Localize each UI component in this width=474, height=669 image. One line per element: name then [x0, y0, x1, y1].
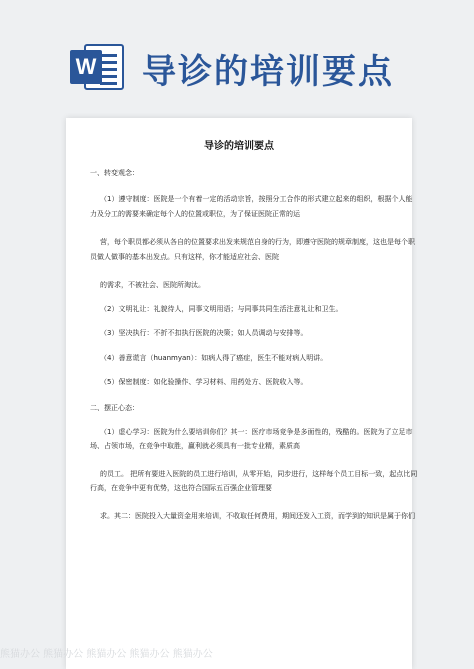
- paragraph-line: 力及分工的需要来确定每个人的位置或职位，为了保证医院正常的运: [90, 210, 300, 218]
- paragraph-line: （5）保密制度：如化验操作、学习材料、用药处方、医院收入等。: [100, 378, 308, 386]
- paragraph-line: （1）虚心学习：医院为什么要培训你们？其一：医疗市场竞争是多面性的，残酷的。医院为了立足市: [100, 428, 413, 436]
- paragraph-line: 营，每个职员都必须从各自的位置要求出发来规范自身的行为，即遵守医院的规章制度，这也是每个职: [100, 238, 415, 246]
- microsoft-word-icon: [70, 42, 128, 92]
- paragraph-line: 的员工。 把所有要进入医院的员工进行培训，从零开始，同步进行，这样每个员工目标一致，起点比同: [100, 470, 418, 478]
- section-heading-1: 一、转变观念：: [90, 169, 139, 177]
- paragraph-line: （4）善意谎言（huanmyan）：如病人得了癌症，医生不能对病人明讲。: [100, 354, 328, 362]
- paragraph-line: （1）遵守制度：医院是一个有着一定的活动宗旨，按照分工合作的形式建立起来的组织，根据个人能: [100, 195, 413, 203]
- paragraph-line: 员做人做事的基本出发点。只有这样，你才能适应社会、医院: [90, 253, 279, 261]
- word-badge: W: [70, 50, 102, 84]
- section-heading-2: 二、摆正心态：: [90, 404, 139, 412]
- page-title: 导诊的培训要点: [204, 141, 274, 152]
- header: [0, 0, 474, 118]
- paragraph-line: 求。其二：医院投入大量资金用来培训，不收取任何费用，期间还发入工资，而学到的知识是属于你们: [100, 512, 415, 520]
- paragraph-line: （3）坚决执行：不折不扣执行医院的决策；如人员调动与安排等。: [100, 329, 308, 337]
- paragraph-line: 场、占领市场，在竞争中取胜，赢利就必须具有一批专业精，素质高: [90, 442, 300, 450]
- paragraph-line: 的需求，不被社会、医院所淘汰。: [100, 281, 205, 289]
- header-title: 导诊的培训要点: [142, 52, 394, 92]
- document-page: [66, 118, 418, 669]
- paragraph-line: （2）文明礼让：礼貌待人，同事文明用语；与同事共同生活注意礼让和卫生。: [100, 305, 343, 313]
- paragraph-line: 行高，在竞争中更有优势，这也符合国际五百强企业管理要: [90, 484, 272, 492]
- watermark: 熊猫办公 熊猫办公 熊猫办公 熊猫办公 熊猫办公: [0, 649, 213, 660]
